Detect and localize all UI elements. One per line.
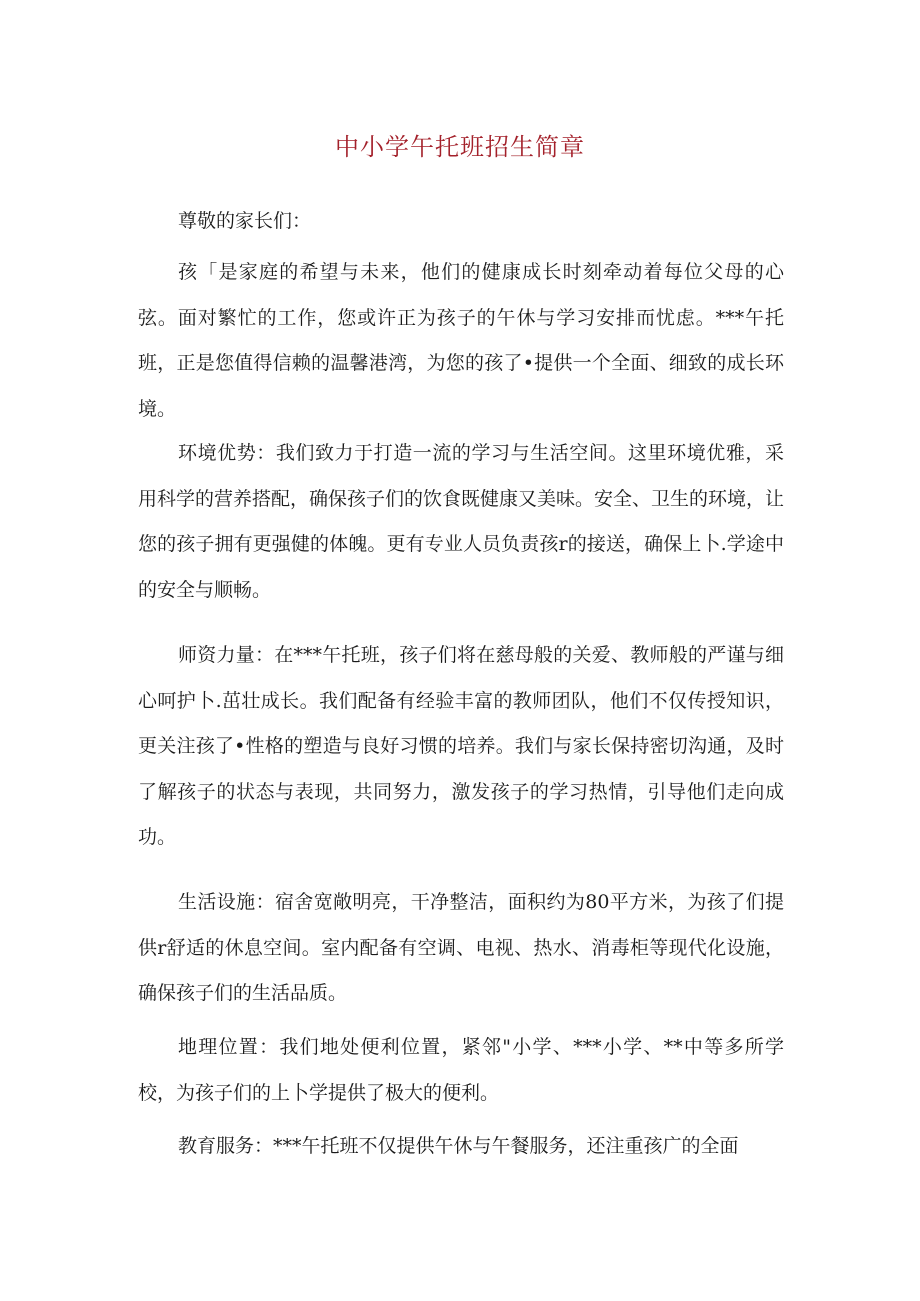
paragraph-intro: 孩「是家庭的希望与未来，他们的健康成长时刻牵动着每位父母的心弦。面对繁忙的工作，您或许正为孩子的午休与学习安排而忧虑。***午托班，正是您值得信赖的温馨港湾，为您的孩了•提供一个全面、细致的成长环境。 <box>138 261 784 420</box>
paragraph-teachers: 师资力量：在***午托班，孩子们将在慈母般的关爱、教师般的严谨与细心呵护卜.茁壮成长。我们配备有经验丰富的教师团队，他们不仅传授知识，更关注孩了•性格的塑造与良好习惯的培养。我们与家长保持密切沟通，及时了解孩子的状态与表现，共同努力，激发孩子的学习热情，引导他们走向成功。 <box>138 644 784 848</box>
paragraph-services: 教育服务：***午托班不仅提供午休与午餐服务，还注重孩广的全面 <box>178 1135 739 1157</box>
salutation: 尊敬的家长们： <box>178 210 312 232</box>
paragraph-facilities: 生活设施：宿舍宽敞明亮，干净整洁，面积约为80平方米，为孩了们提供r舒适的休息空间。室内配备有空调、电视、热水、消毒柜等现代化设施，确保孩子们的生活品质。 <box>138 891 784 1004</box>
page-title: 中小学午托班招生简章 <box>335 133 585 161</box>
paragraph-environment: 环境优势：我们致力于打造一流的学习与生活空间。这里环境优雅，采用科学的营养搭配，确保孩子们的饮食既健康又美味。安全、卫生的环境，让您的孩子拥有更强健的体魄。更有专业人员负责孩r的接送，确保上卜.学途中的安全与顺畅。 <box>138 442 785 601</box>
paragraph-location: 地理位置：我们地处便利位置，紧邻"小学、***小学、**中等多所学校，为孩子们的上卜学提供了极大的便利。 <box>138 1036 784 1104</box>
